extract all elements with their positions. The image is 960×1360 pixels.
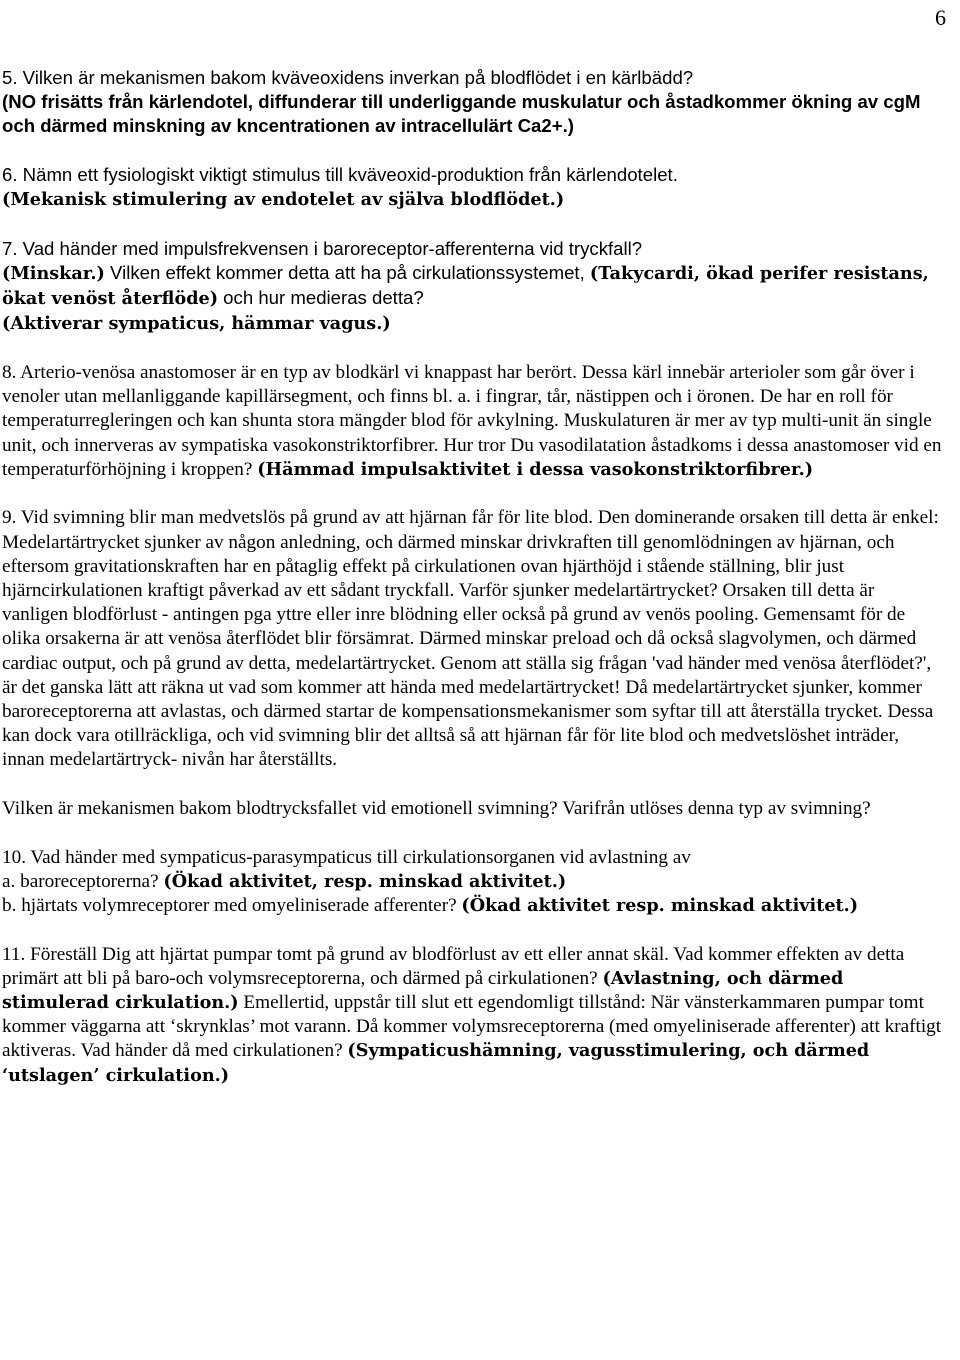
question-7-followup-2: och hur medieras detta? [218, 287, 424, 309]
question-10-a-answer: (Ökad aktivitet, resp. minskad aktivitet.) [163, 870, 567, 892]
question-11-answer-1: (Avlastning, och därmed stimulerad cirkulation.) [2, 967, 844, 1014]
question-5-answer: (NO frisätts från kärlendotel, diffunderar till underliggande muskulatur och åstadkommer ökning av cgM och därmed minskning av kncentrationen av intracellulärt Ca2+.) [2, 91, 921, 137]
document-body [2, 66, 942, 1088]
question-6-answer: (Mekanisk stimulering av endotelet av själva blodflödet.) [2, 189, 565, 211]
question-10-b-text: b. hjärtats volymreceptorer med omyeliniserade afferenter? [2, 895, 462, 917]
question-10-a-text: a. baroreceptorerna? [2, 870, 164, 892]
question-8 [2, 361, 942, 482]
question-5-text: 5. Vilken är mekanismen bakom kväveoxidens inverkan på blodflödet i en kärlbädd? [2, 67, 694, 88]
question-5 [2, 66, 942, 139]
question-7-answer-2: (Takycardi, ökad perifer resistans, ökat venöst återflöde) [2, 263, 929, 310]
question-11-followup: Emellertid, uppstår till slut ett egendomligt tillstånd: När vänsterkammaren pumpar tomt kommer väggarna att ‘skrynklas’ mot varann. Då kommer volymsreceptorerna (med omyeliniserade afferenter) att kraftigt aktiveras. Vad händer då med cirkulationen? [2, 992, 942, 1062]
question-6-text: 6. Nämn ett fysiologiskt viktigt stimulus till kväveoxid-produktion från kärlendotelet. [2, 164, 678, 185]
question-7-followup-1: Vilken effekt kommer detta att ha på cirkulationssystemet, [104, 262, 590, 283]
question-6 [2, 163, 942, 212]
question-10-text: 10. Vad händer med sympaticus-parasympaticus till cirkulationsorganen vid avlastning av [2, 846, 691, 868]
question-7-answer-1: (Minskar.) [2, 263, 105, 284]
question-8-text: 8. Arterio-venösa anastomoser är en typ av blodkärl vi knappast har berört. Dessa kärl innebär arterioler som går över i venoler utan mellanliggande kapillärsegment, och finns bl. a. i fingrar, tår, nästippen och i öronen. De har en roll för temperaturregleringen och kan shunta stora mängder blod för avkylning. Muskulaturen är mer av typ multi-unit än single unit, och innerveras av sympatiska vasokonstriktorfibrer. Hur tror Du vasodilatation åstadkoms i dessa anastomoser vid en temperaturförhöjning i kroppen? [2, 362, 942, 480]
question-10-b-answer: (Ökad aktivitet resp. minskad aktivitet.) [461, 895, 859, 917]
question-11 [2, 943, 942, 1088]
page-number: 6 [935, 5, 946, 30]
question-9-followup: Vilken är mekanismen bakom blodtrycksfallet vid emotionell svimning? Varifrån utlöses denna typ av svimning? [2, 798, 871, 820]
question-7 [2, 237, 942, 337]
question-9-text: 9. Vid svimning blir man medvetslös på grund av att hjärnan får för lite blod. Den dominerande orsaken till detta är enkel: Medelartärtrycket sjunker av någon anledning, och därmed minskar drivkraften till genomlödningen av hjärnan, och eftersom gravitationskraften har en påtaglig effekt på cirkulationen ovan hjärthöjd i stående ställning, blir just hjärncirkulationen kraftigt påverkad av ett sådant tryckfall. Varför sjunker medelartärtrycket? Orsaken till detta är vanligen blodförlust - antingen pga yttre eller inre blödning eller också på grund av venös pooling. Gemensamt för de olika orsakerna är att venösa återflödet blir försämrat. Därmed minskar preload och då också slagvolymen, och därmed cardiac output, och på grund av detta, medelartärtrycket. Genom att ställa sig frågan 'vad händer med venösa återflödet?', är det ganska lätt att räkna ut vad som kommer att hända med medelartärtrycket! Då medelartärtrycket sjunker, kommer baroreceptorerna att avlastas, och därmed startar de kompensationsmekanismer som syftar till att återställa trycket. Dessa kan dock vara otillräckliga, och vid svimning blir det alltså så att hjärnan får för lite blod och medvetslöshet inträder, innan medelartärtryck- nivån har återställts. [2, 507, 939, 771]
question-11-answer-2: (Sympaticushämning, vagusstimulering, och därmed ‘utslagen’ cirkulation.) [2, 1040, 870, 1086]
question-9 [2, 506, 942, 772]
question-11-text: 11. Föreställ Dig att hjärtat pumpar tomt på grund av blodförlust av ett eller annat skäl. Vad kommer effekten av detta primärt att bli på baro-och volymsreceptorerna, och därmed på cirkulationen? [2, 943, 905, 989]
question-7-answer-3: (Aktiverar sympaticus, hämmar vagus.) [2, 313, 391, 335]
question-7-text: 7. Vad händer med impulsfrekvensen i baroreceptor-afferenterna vid tryckfall? [2, 237, 643, 259]
question-10 [2, 846, 942, 919]
question-8-answer: (Hämmad impulsaktivitet i dessa vasokonstriktorfibrer.) [257, 458, 814, 480]
